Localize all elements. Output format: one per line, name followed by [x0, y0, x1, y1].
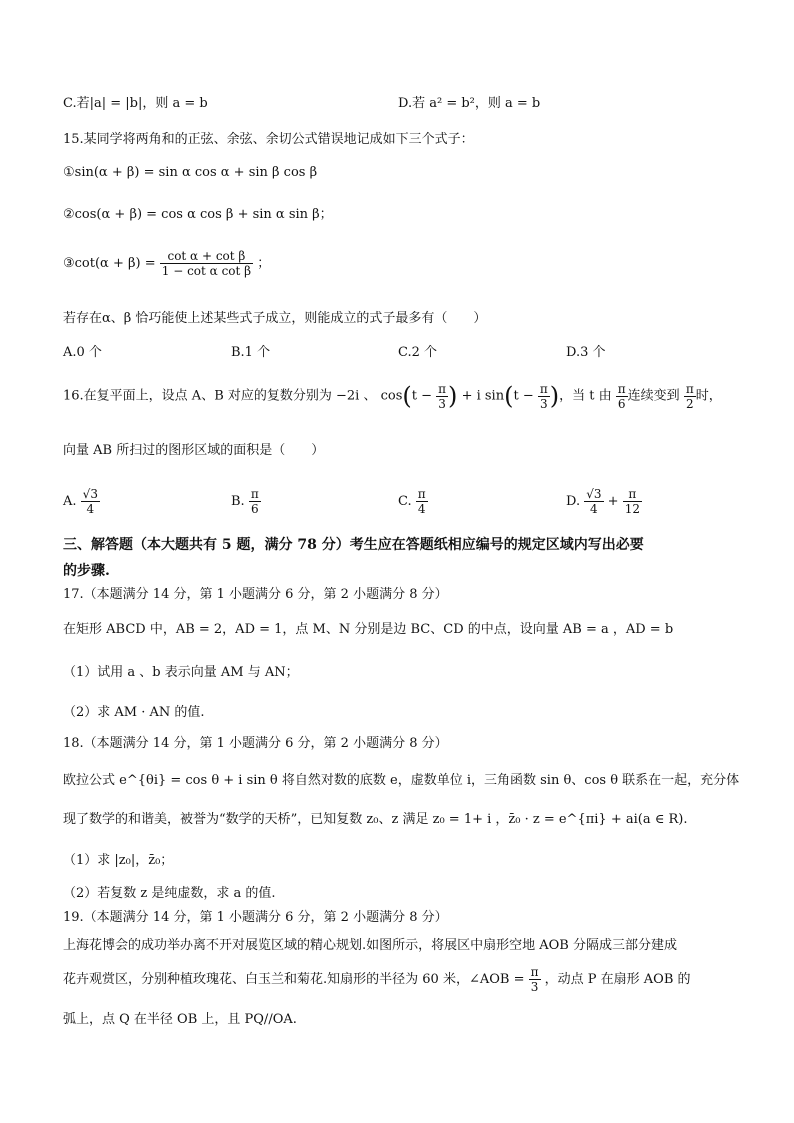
option-letter: C. [398, 494, 412, 509]
q15-option-a: A.0 个 [63, 345, 102, 360]
pi: π [438, 381, 447, 396]
numerator: π [250, 487, 259, 501]
q15-formula-1: ①sin(α + β) = sin α cos α + sin β cos β [63, 165, 318, 180]
option-letter: D. [566, 494, 581, 509]
q15-formula-2: ②cos(α + β) = cos α cos β + sin α sin β； [63, 207, 333, 222]
q16-option-d [566, 484, 642, 520]
q18-header: 18.（本题满分 14 分，第 1 小题满分 6 分，第 2 小题满分 8 分） [63, 736, 448, 751]
q15-formula-3 [63, 246, 270, 282]
pi: π [539, 381, 548, 396]
three: 3 [539, 396, 548, 411]
q15-option-b: B.1 个 [231, 345, 271, 360]
q16-option-b [231, 484, 261, 520]
q18-sub1: （1）求 |z₀|，z̄₀； [63, 853, 174, 868]
denominator: 4 [417, 502, 426, 516]
q19-stem-2 [63, 962, 691, 998]
option-d-fraction-2 [623, 487, 642, 516]
option-c-fraction [416, 487, 428, 516]
q17-sub2: （2）求 AM · AN 的值. [63, 705, 205, 720]
denominator: 12 [624, 502, 640, 516]
q15-stem: 15.某同学将两角和的正弦、余弦、余切公式错误地记成如下三个式子： [63, 132, 474, 147]
paren-open: ( [402, 382, 412, 410]
q15-question: 若存在α、β 恰巧能使上述某些式子成立，则能成立的式子最多有（ ） [63, 311, 487, 326]
q18-stem-1: 欧拉公式 e^{θi} = cos θ + i sin θ 将自然对数的底数 e，虚数单位 i，三角函数 sin θ、cos θ 联系在一起，充分体 [63, 773, 740, 788]
q16-part4: ，当 t 由 [559, 388, 612, 404]
option-b-fraction [249, 487, 261, 516]
q19-header: 19.（本题满分 14 分，第 1 小题满分 6 分，第 2 小题满分 8 分） [63, 910, 448, 925]
q16-part6: 时， [695, 388, 722, 404]
q16-pi-over-6 [616, 382, 628, 411]
plus-sign: + [607, 494, 619, 509]
denominator: 3 [530, 980, 539, 994]
denominator: 4 [590, 502, 598, 516]
q19-stem-2a: 花卉观赏区，分别种植玫瑰花、白玉兰和菊花.知扇形的半径为 60 米，∠AOB = [63, 972, 525, 987]
q18-stem-2: 现了数学的和谐美，被誉为“数学的天桥”，已知复数 z₀、z 满足 z₀ = 1+ i ，z̄₀ · z = e^{πi} + ai(a ∈ R). [63, 812, 688, 827]
numerator: √3 [586, 487, 602, 501]
q15-option-d: D.3 个 [566, 345, 606, 360]
option-d-fraction-1 [584, 487, 603, 516]
two: 2 [685, 396, 694, 411]
q16-part2: t − [411, 388, 433, 404]
paren-open-2: ( [504, 382, 514, 410]
q15-f3-numerator: cot α + cot β [160, 249, 253, 264]
q19-stem-3: 弧上，点 Q 在半径 OB 上，且 PQ//OA. [63, 1012, 297, 1027]
paren-close-2: ) [549, 382, 560, 410]
q16-stem [63, 377, 722, 416]
q16-option-a [63, 484, 100, 520]
q19-stem-1: 上海花博会的成功举办离不开对展览区域的精心规划.如图所示，将展区中扇形空地 AOB 分隔成三部分建成 [63, 938, 677, 953]
numerator: π [530, 965, 539, 979]
q16-pi-over-3-a [436, 382, 448, 411]
q15-f3-lhs: ③cot(α + β) = [63, 256, 156, 271]
q16-part3: + i sin [461, 388, 505, 404]
q16-part5: 连续变到 [627, 388, 680, 404]
q15-f3-end: ； [257, 256, 271, 271]
numerator: √3 [82, 487, 98, 501]
q16-part1: 16.在复平面上，设点 A、B 对应的复数分别为 −2i 、 cos [63, 388, 403, 404]
section-3-heading-cont: 的步骤. [63, 563, 110, 579]
q15-f3-denominator: 1 − cot α cot β [161, 264, 252, 278]
three: 3 [438, 396, 446, 411]
option-letter: A. [63, 494, 77, 509]
pi: π [617, 381, 626, 396]
q16-pi-over-2 [684, 382, 696, 411]
section-3-heading: 三、解答题（本大题共有 5 题，满分 78 分）考生应在答题纸相应编号的规定区域内写出必要 [63, 537, 644, 553]
q18-sub2: （2）若复数 z 是纯虚数，求 a 的值. [63, 886, 276, 901]
option-c-previous: C.若|a| = |b|，则 a = b [63, 96, 208, 111]
option-d-previous: D.若 a² = b²，则 a = b [398, 96, 541, 111]
denominator: 4 [86, 502, 95, 516]
numerator: π [417, 487, 426, 501]
q17-sub1: （1）试用 a 、b 表示向量 AM 与 AN； [63, 665, 299, 680]
q16-part2b: t − [513, 388, 534, 404]
q19-angle-fraction [529, 965, 541, 994]
paren-close: ) [448, 382, 458, 410]
six: 6 [617, 396, 626, 411]
q15-option-c: C.2 个 [398, 345, 438, 360]
pi: π [685, 381, 694, 396]
q19-stem-2b: ，动点 P 在扇形 AOB 的 [544, 972, 691, 987]
q15-f3-fraction [160, 249, 253, 278]
numerator: π [623, 487, 642, 502]
q16-line2: 向量 AB 所扫过的图形区域的面积是（ ） [63, 443, 325, 458]
q17-header: 17.（本题满分 14 分，第 1 小题满分 6 分，第 2 小题满分 8 分） [63, 587, 448, 602]
q16-pi-over-3-b [538, 382, 550, 411]
option-a-fraction [81, 487, 100, 516]
denominator: 6 [250, 502, 259, 516]
q16-option-c [398, 484, 428, 520]
option-letter: B. [231, 494, 245, 509]
q17-stem: 在矩形 ABCD 中，AB = 2，AD = 1，点 M、N 分别是边 BC、CD 的中点，设向量 AB = a ，AD = b [63, 622, 674, 637]
